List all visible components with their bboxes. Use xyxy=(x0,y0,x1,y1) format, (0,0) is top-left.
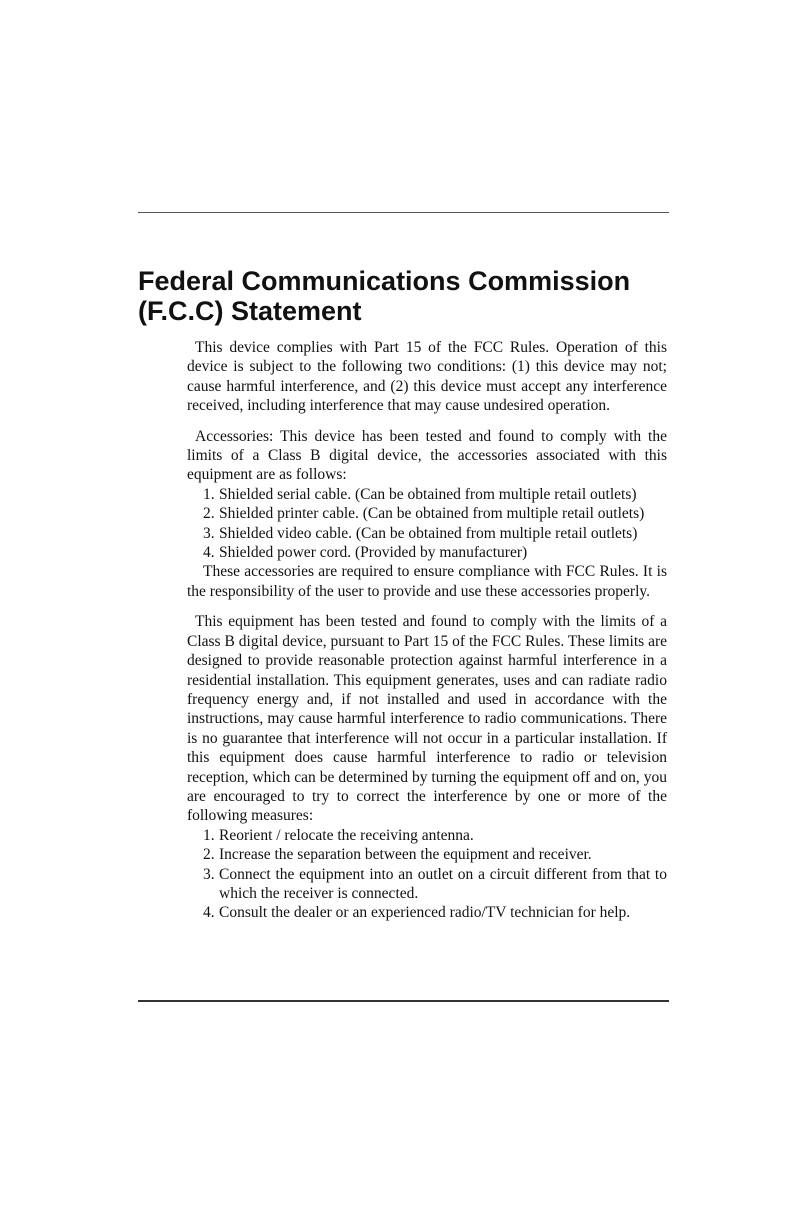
list-item-number: 4. xyxy=(203,544,215,562)
list-item-number: 3. xyxy=(203,524,215,542)
list-item xyxy=(187,826,667,845)
accessories-list xyxy=(187,485,667,563)
top-divider xyxy=(138,212,669,213)
measures-list xyxy=(187,826,667,923)
list-item-text: Shielded serial cable. (Can be obtained from multiple retail outlets) xyxy=(219,485,637,503)
list-item xyxy=(187,504,667,523)
list-item-text: Shielded video cable. (Can be obtained from multiple retail outlets) xyxy=(219,524,638,542)
paragraph-gap xyxy=(187,601,667,612)
bottom-divider xyxy=(138,1000,669,1002)
compliance-paragraph: This device complies with Part 15 of the FCC Rules. Operation of this device is subject to the following two conditions: (1) this device may not; cause harmful interference, and (2) this device must accept any interference received, including interference that may cause undesired operation. xyxy=(187,339,667,415)
page-title-line-1: Federal Communications Commission xyxy=(138,266,631,296)
page-title xyxy=(138,266,678,326)
list-item xyxy=(187,543,667,562)
list-item xyxy=(187,865,667,904)
list-item-number: 2. xyxy=(203,505,215,523)
list-item-number: 2. xyxy=(203,846,215,864)
list-item-text: Connect the equipment into an outlet on a circuit different from that to which the receiver is connected. xyxy=(219,865,667,902)
list-item xyxy=(187,903,667,922)
accessories-intro: Accessories: This device has been tested and found to comply with the limits of a Class B digital device, the accessories associated with this equipment are as follows: xyxy=(187,427,667,484)
list-item-text: Consult the dealer or an experienced radio/TV technician for help. xyxy=(219,904,631,922)
list-item xyxy=(187,845,667,864)
statement-body xyxy=(187,338,667,923)
page-title-line-2: (F.C.C) Statement xyxy=(138,296,362,326)
list-item-number: 4. xyxy=(203,904,215,922)
list-item-text: Reorient / relocate the receiving antenna. xyxy=(219,826,474,844)
paragraph-gap xyxy=(187,416,667,427)
list-item-number: 1. xyxy=(203,485,215,503)
list-item-number: 3. xyxy=(203,865,215,883)
interference-paragraph: This equipment has been tested and found to comply with the limits of a Class B digital device, pursuant to Part 15 of the FCC Rules. These limits are designed to provide reasonable protection against harmful interference in a residential installation. This equipment generates, uses and can radiate radio frequency energy and, if not installed and used in accordance with the instructions, may cause harmful interference to radio communications. There is no guarantee that interference will not occur in a particular installation. If this equipment does cause harmful interference to radio or television reception, which can be determined by turning the equipment off and on, you are encouraged to try to correct the interference by one or more of the following measures: xyxy=(187,613,667,825)
list-item-text: Shielded printer cable. (Can be obtained from multiple retail outlets) xyxy=(219,505,645,523)
list-item xyxy=(187,485,667,504)
list-item-number: 1. xyxy=(203,826,215,844)
list-item-text: Shielded power cord. (Provided by manufacturer) xyxy=(219,544,528,562)
list-item xyxy=(187,524,667,543)
accessories-closing: These accessories are required to ensure compliance with FCC Rules. It is the responsibility of the user to provide and use these accessories properly. xyxy=(187,563,667,600)
list-item-text: Increase the separation between the equipment and receiver. xyxy=(219,846,592,864)
